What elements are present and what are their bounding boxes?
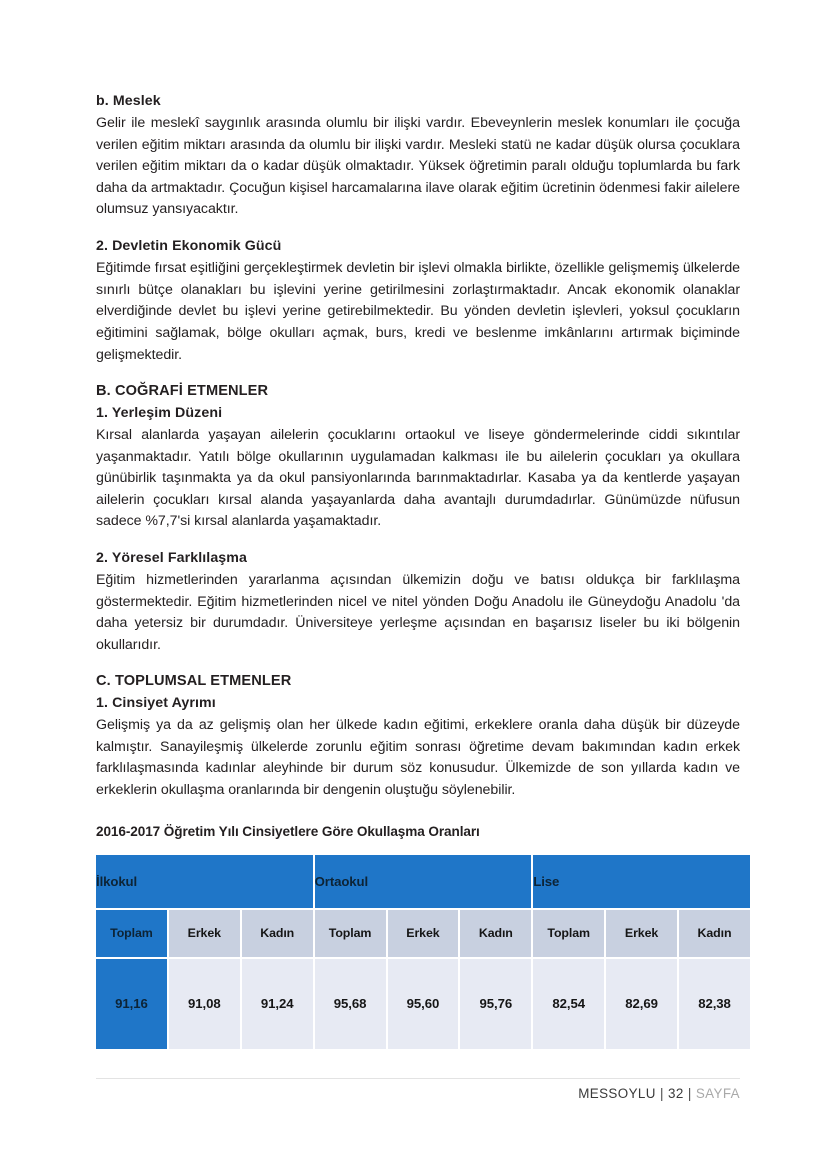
table-cell-lise-erkek: 82,69 (606, 959, 677, 1049)
table-group-lise: Lise (533, 855, 750, 908)
page-footer (96, 1086, 740, 1101)
section-meslek (96, 92, 740, 221)
table-subheader-row (96, 910, 750, 957)
table-group-ilkokul: İlkokul (96, 855, 313, 908)
section-yoresel-farklilasma (96, 549, 740, 656)
section-devletin-ekonomik-gucu (96, 237, 740, 366)
section-cografi-etmenler (96, 382, 740, 533)
section-body-cinsiyet-ayrimi: Gelişmiş ya da az gelişmiş olan her ülkede kadın eğitimi, erkeklere oranla daha düşük bir düzeyde kalmıştır. Sanayileşmiş ülkelerde zorunlu eğitim sonrası öğretime devam bakımından kadın erkek farklılaşmasında kadınlar aleyhinde bir durum söz konusudur. Ülkemizde de son yıllarda kadın ve erkeklerin okullaşma oranlarında bir dengenin oluştuğu söylenebilir. (96, 717, 740, 798)
table-cell-ortaokul-erkek: 95,60 (388, 959, 459, 1049)
table-cell-ortaokul-kadin: 95,76 (460, 959, 531, 1049)
table-cell-lise-toplam: 82,54 (533, 959, 604, 1049)
table-cell-lise-kadin: 82,38 (679, 959, 750, 1049)
schooling-rates-table (94, 853, 752, 1051)
table-cell-ilkokul-erkek: 91,08 (169, 959, 240, 1049)
section-subheading-cinsiyet-ayrimi: 1. Cinsiyet Ayrımı (96, 695, 216, 712)
table-col-header-ilkokul-toplam: Toplam (96, 910, 167, 957)
footer-page-number: 32 (667, 1086, 684, 1101)
schooling-rates-table-block (96, 824, 740, 1051)
table-title: 2016-2017 Öğretim Yılı Cinsiyetlere Göre Okullaşma Oranları (96, 823, 480, 839)
table-col-header-ortaokul-erkek: Erkek (388, 910, 459, 957)
section-heading-cografi-etmenler: B. COĞRAFİ ETMENLER (96, 383, 269, 400)
table-cell-ilkokul-kadin: 91,24 (242, 959, 313, 1049)
table-cell-ilkokul-toplam: 91,16 (96, 959, 167, 1049)
footer-author: MESSOYLU (578, 1086, 656, 1101)
section-heading-devletin-ekonomik-gucu: 2. Devletin Ekonomik Gücü (96, 238, 282, 255)
table-cell-ortaokul-toplam: 95,68 (315, 959, 386, 1049)
footer-separator-1: | (659, 1086, 664, 1101)
footer-page-label: SAYFA (695, 1086, 740, 1101)
table-col-header-ortaokul-kadin: Kadın (460, 910, 531, 957)
section-body-devletin-ekonomik-gucu: Eğitimde fırsat eşitliğini gerçekleştirmek devletin bir işlevi olmakla birlikte, özellikle gelişmemiş ülkelerde sınırlı bütçe olanakları bu işlevini yerine getirilmesini zorlaştırmaktadır. Ancak ekonomik olanaklar elverdiğinde devlet bu işlevi yerine getirebilmektedir. Bu yönden devletin işlevleri, yoksul çocukların eğitimini sağlamak, bölge okulları açmak, burs, kredi ve beslenme imkânlarını artırmak biçiminde gelişmektedir. (96, 260, 740, 363)
table-col-header-lise-erkek: Erkek (606, 910, 677, 957)
section-heading-yoresel-farklilasma: 2. Yöresel Farklılaşma (96, 549, 248, 566)
footer-divider (96, 1078, 740, 1079)
table-group-ortaokul: Ortaokul (315, 855, 532, 908)
table-col-header-lise-toplam: Toplam (533, 910, 604, 957)
table-col-header-ortaokul-toplam: Toplam (315, 910, 386, 957)
table-col-header-ilkokul-kadin: Kadın (242, 910, 313, 957)
table-col-header-lise-kadin: Kadın (679, 910, 750, 957)
document-content (96, 92, 740, 1051)
section-body-yoresel-farklilasma: Eğitim hizmetlerinden yararlanma açısından ülkemizin doğu ve batısı oldukça bir farklılaşma göstermektedir. Eğitim hizmetlerinden nicel ve nitel yönden Doğu Anadolu ile Güneydoğu Anadolu 'da daha yetersiz bir durumdadır. Üniversiteye yerleşme açısından en başarısız liseler bu iki bölgenin okullarıdır. (96, 572, 740, 653)
table-group-header-row (96, 855, 750, 908)
table-col-header-ilkokul-erkek: Erkek (169, 910, 240, 957)
section-body-meslek: Gelir ile meslekî saygınlık arasında olumlu bir ilişki vardır. Ebeveynlerin meslek konumları ile çocuğa verilen eğitim miktarı arasında da olumlu bir ilişki vardır. Mesleki statü ne kadar düşük olursa çocuklara verilen eğitim miktarı da o kadar düşük olmaktadır. Yüksek öğretimin paralı olduğu toplumlarda bu fark daha da artmaktadır. Çocuğun kişisel harcamalarına ilave olarak eğitim ücretinin ödenmesi fakir ailelere olumsuz yansıyacaktır. (96, 115, 740, 218)
section-heading-toplumsal-etmenler: C. TOPLUMSAL ETMENLER (96, 673, 292, 690)
section-heading-meslek: b. Meslek (96, 93, 161, 109)
section-toplumsal-etmenler (96, 672, 740, 801)
table-row (96, 959, 750, 1049)
footer-separator-2: | (687, 1086, 692, 1101)
section-subheading-yerlesim-duzeni: 1. Yerleşim Düzeni (96, 404, 223, 421)
section-body-yerlesim-duzeni: Kırsal alanlarda yaşayan ailelerin çocuklarını ortaokul ve liseye göndermelerinde ciddi sıkıntılar yaşanmaktadır. Yatılı bölge okullarının uygulamadan kalkması ile bu ailelerin çocukları ya okullara günübirlik taşınmakta ya da okul pansiyonlarında barınmaktadırlar. Kasaba ya da kentlerde yaşayan ailelerin çocukları kırsal alanda yaşayanlarda daha avantajlı durumdadırlar. Günümüzde nüfusun sadece %7,7'si kırsal alanlarda yaşamaktadır. (96, 426, 740, 530)
